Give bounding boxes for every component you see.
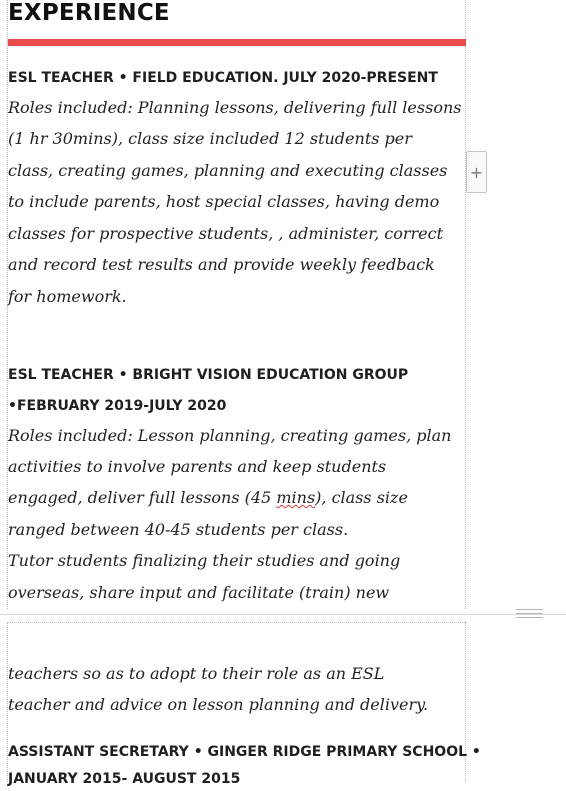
- page-separator: [0, 614, 566, 615]
- plus-icon: +: [469, 162, 484, 182]
- job-description-line: teacher and advice on lesson planning and delivery.: [8, 695, 429, 714]
- job-description-line: to include parents, host special classes, having demo: [8, 192, 440, 211]
- job-title: ASSISTANT SECRETARY • GINGER RIDGE PRIMARY SCHOOL •: [8, 744, 481, 760]
- margin-guide-top: [7, 622, 465, 623]
- job-dates: JANUARY 2015- AUGUST 2015: [8, 771, 241, 787]
- job-description-line: classes for prospective students, , administer, correct: [8, 224, 443, 243]
- spelling-error-word[interactable]: mins: [276, 488, 316, 507]
- job-description-line: teachers so as to adopt to their role as an ESL: [8, 664, 385, 683]
- job-description-line: class, creating games, planning and executing classes: [8, 161, 448, 180]
- job-description-line: overseas, share input and facilitate (train) new: [8, 583, 390, 602]
- job-description-line: activities to involve parents and keep students: [8, 457, 387, 476]
- job-dates: •FEBRUARY 2019-JULY 2020: [8, 398, 227, 414]
- text-run: engaged, deliver full lessons (45: [8, 488, 277, 507]
- job-description-line: Roles included: Planning lessons, delivering full lessons: [8, 98, 462, 117]
- section-heading: EXPERIENCE: [8, 0, 170, 26]
- margin-guide-right: [465, 0, 466, 609]
- job-description-line: Roles included: Lesson planning, creating games, plan: [8, 426, 452, 445]
- job-title: ESL TEACHER • BRIGHT VISION EDUCATION GROUP: [8, 367, 409, 383]
- job-description-line: Tutor students finalizing their studies and going: [8, 551, 401, 570]
- job-description-line: [8, 488, 408, 507]
- page-gap: [0, 609, 566, 621]
- job-title: ESL TEACHER • FIELD EDUCATION. JULY 2020-PRESENT: [8, 70, 438, 86]
- job-description-line: ranged between 40-45 students per class.: [8, 520, 349, 539]
- job-description-line: and record test results and provide weekly feedback: [8, 255, 435, 274]
- heading-accent-bar: [8, 39, 466, 46]
- page-break-icon[interactable]: [516, 607, 543, 621]
- text-run: ), class size: [315, 488, 408, 507]
- job-description-line: for homework.: [8, 287, 127, 306]
- add-row-button[interactable]: [466, 151, 487, 193]
- job-description-line: (1 hr 30mins), class size included 12 students per: [8, 129, 412, 148]
